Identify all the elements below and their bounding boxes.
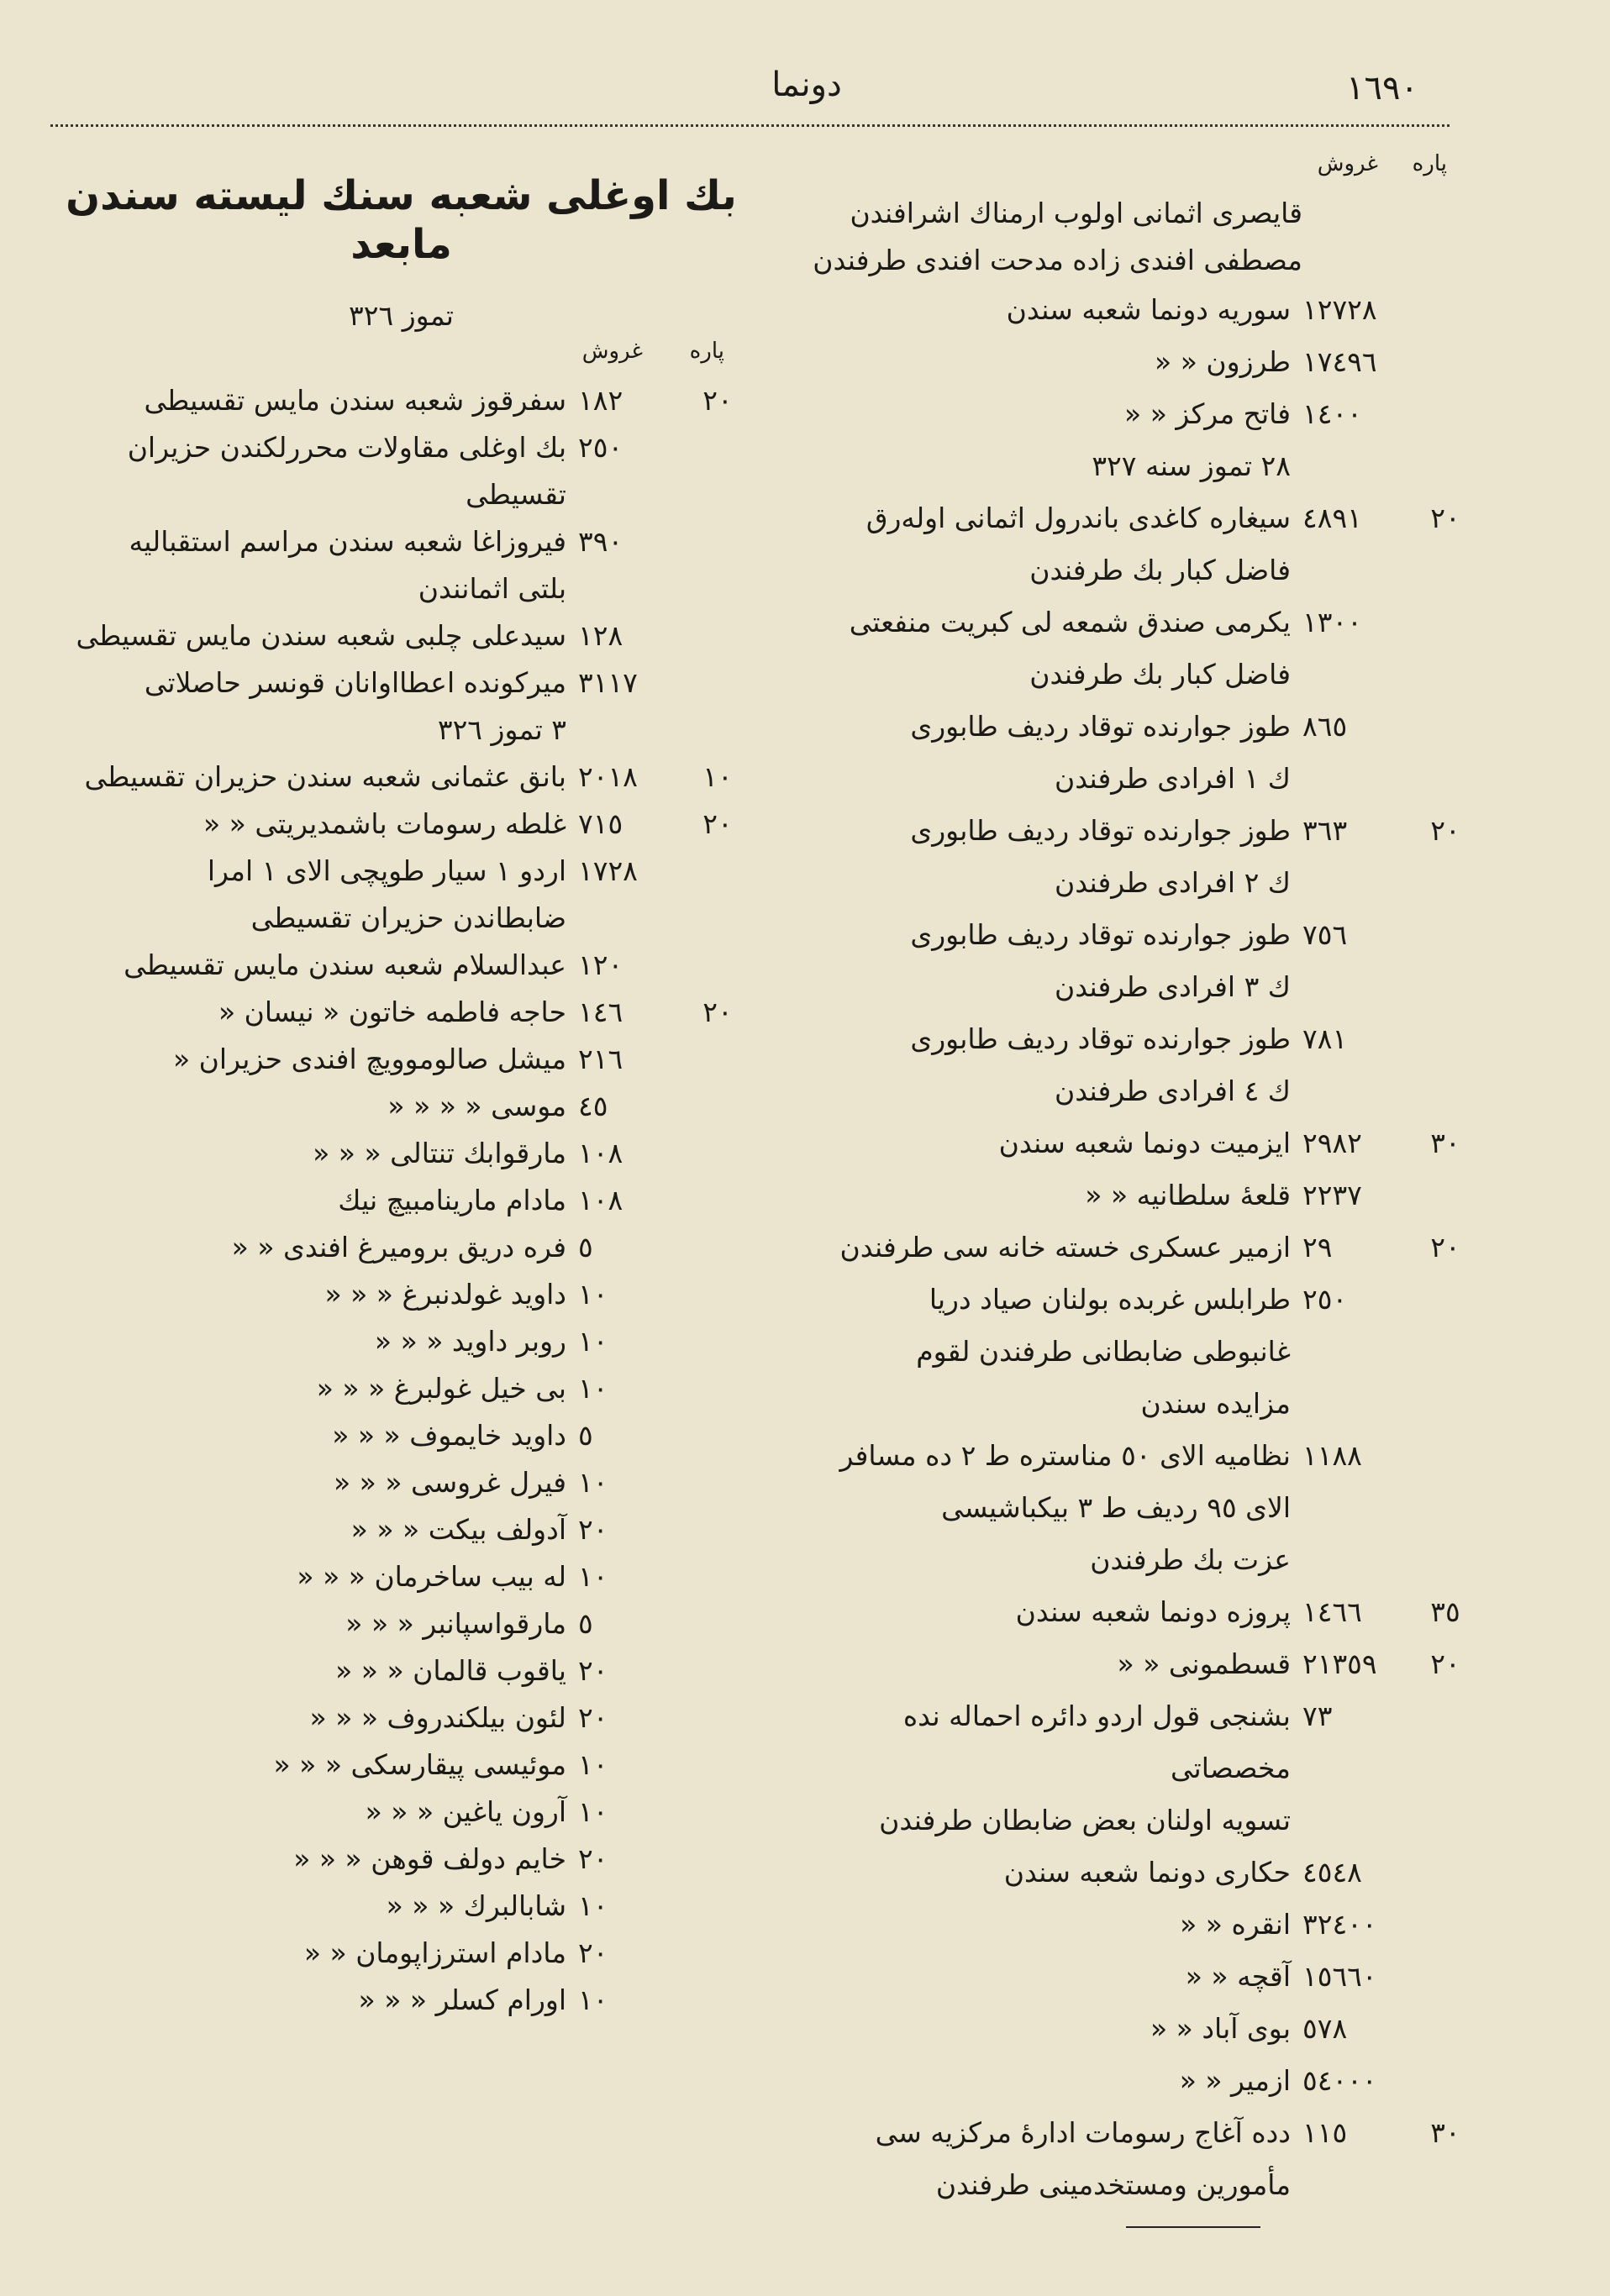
kurus-amount: ١٢٧٢٨ bbox=[1302, 293, 1377, 327]
entry-line: مأمورين ومستخدمينى طرفندن bbox=[935, 2168, 1291, 2202]
donation-entry bbox=[781, 596, 1471, 701]
entry-line: ازمير « « bbox=[1179, 2064, 1291, 2098]
kurus-amount: ٧٨١ bbox=[1302, 1022, 1348, 1056]
entry-line: انقره « « bbox=[1180, 1908, 1291, 1941]
entry-description bbox=[781, 284, 1302, 336]
entry-line: فره دريق بروميرغ افندى « « bbox=[231, 1230, 566, 1264]
entry-line: سيغاره كاغدى باندرول اثمانى اوله‌رق bbox=[866, 502, 1291, 535]
entry-line: بى خيل غولبرغ « « « bbox=[316, 1371, 566, 1405]
para-amount: ٢٠ bbox=[1430, 1647, 1460, 1681]
entry-description bbox=[55, 1365, 578, 1412]
kurus-amount: ٢٠ bbox=[578, 1936, 608, 1969]
donation-entry bbox=[781, 2055, 1471, 2107]
end-rule bbox=[1126, 2226, 1260, 2228]
donation-entry bbox=[55, 754, 748, 801]
entry-line: طوز جوارنده توقاد رديف طابورى bbox=[910, 814, 1291, 848]
kurus-amount: ٥٧٨ bbox=[1302, 2012, 1348, 2046]
entry-line: بك اوغلى مقاولات محررلكندن حزيران bbox=[127, 430, 566, 464]
para-amount: ٢٠ bbox=[702, 995, 733, 1028]
kurus-amount: ١٠ bbox=[578, 1747, 608, 1781]
entry-description bbox=[55, 1977, 578, 2024]
donation-entry bbox=[55, 612, 748, 659]
kurus-amount: ١٧٢٨ bbox=[578, 854, 638, 887]
entry-description bbox=[55, 1836, 578, 1883]
para-unit-label: پاره bbox=[1412, 151, 1447, 176]
entry-line: الاى ٩٥ رديف ط ٣ بيكباشيسى bbox=[941, 1491, 1291, 1525]
kurus-amount: ١٠ bbox=[578, 1559, 608, 1593]
kurus-amount: ١١٥ bbox=[1302, 2116, 1348, 2150]
entry-line: اردو ١ سيار طوپچى الاى ١ امرا bbox=[207, 854, 566, 887]
entry-line: لئون بيلكندروف « « « bbox=[309, 1700, 566, 1734]
entry-line: سفرقوز شعبه سندن مايس تقسيطى bbox=[144, 383, 566, 417]
donation-entry bbox=[55, 1130, 748, 1177]
kurus-amount: ١٢٨ bbox=[578, 618, 623, 652]
kurus-amount: ١٤٠٠ bbox=[1302, 397, 1362, 431]
entry-description bbox=[55, 754, 578, 801]
kurus-amount: ٤٨٩١ bbox=[1302, 502, 1362, 535]
donation-entry bbox=[55, 1036, 748, 1083]
donation-entry bbox=[781, 440, 1471, 492]
entry-line: سوريه دونما شعبه سندن bbox=[1006, 293, 1291, 327]
kurus-amount: ٣٦٣ bbox=[1302, 814, 1348, 848]
donation-entry bbox=[55, 1365, 748, 1412]
entry-line: حكارى دونما شعبه سندن bbox=[1003, 1856, 1291, 1889]
entry-line: طوز جوارنده توقاد رديف طابورى bbox=[910, 710, 1291, 743]
left-column bbox=[55, 172, 748, 2024]
entry-description bbox=[781, 2055, 1302, 2107]
donation-entry bbox=[781, 1013, 1471, 1117]
donation-entry bbox=[781, 1586, 1471, 1638]
entry-description bbox=[781, 1847, 1302, 1899]
entry-line: ك ١ افرادى طرفندن bbox=[1054, 762, 1291, 796]
donation-entry bbox=[55, 424, 748, 518]
entry-description bbox=[781, 2003, 1302, 2055]
donation-entry bbox=[781, 2003, 1471, 2055]
kurus-amount: ١٠ bbox=[578, 1277, 608, 1311]
donation-entry bbox=[781, 1690, 1471, 1847]
donation-entry bbox=[781, 1117, 1471, 1169]
kurus-amount: ٢٩٨٢ bbox=[1302, 1127, 1362, 1160]
entry-line: ضابطاندن حزيران تقسيطى bbox=[250, 901, 566, 934]
entry-line: تقسيطى bbox=[466, 477, 566, 511]
entry-line: ميركونده اعطااوانان قونسر حاصلاتى bbox=[144, 665, 566, 699]
donation-entry bbox=[781, 1274, 1471, 1430]
section-title: بك اوغلى شعبه سنك ليسته سندن مابعد bbox=[66, 172, 737, 268]
entry-description bbox=[781, 440, 1302, 492]
entry-description bbox=[55, 707, 578, 754]
donation-entry bbox=[781, 1430, 1471, 1586]
entry-line: ازمير عسكرى خسته خانه سى طرفندن bbox=[839, 1231, 1291, 1264]
entry-description bbox=[781, 1638, 1302, 1690]
entry-line: دده آغاج رسومات ادارهٔ مركزيه سى bbox=[875, 2116, 1291, 2150]
donation-list bbox=[781, 284, 1471, 2211]
entry-line: روبر داويد « « « bbox=[374, 1324, 566, 1358]
donation-entry bbox=[55, 1647, 748, 1694]
entry-line: ٢٨ تموز سنه ٣٢٧ bbox=[1092, 449, 1291, 483]
kurus-amount: ٢٥٠ bbox=[1302, 1283, 1348, 1316]
donation-entry bbox=[781, 1899, 1471, 1951]
entry-line: ايزميت دونما شعبه سندن bbox=[998, 1127, 1291, 1160]
entry-description bbox=[55, 1271, 578, 1318]
para-amount: ٢٠ bbox=[702, 806, 733, 840]
entry-description bbox=[55, 518, 578, 612]
kurus-amount: ١٣٠٠ bbox=[1302, 606, 1362, 639]
unit-header bbox=[55, 339, 748, 377]
kurus-amount: ٢٢٣٧ bbox=[1302, 1179, 1362, 1212]
entry-line: غانبوطى ضابطانى طرفندن لقوم bbox=[916, 1335, 1291, 1369]
entry-description bbox=[55, 1647, 578, 1694]
page-number: ١٦٩٠ bbox=[1346, 69, 1418, 108]
entry-line: بوى آباد « « bbox=[1150, 2012, 1291, 2046]
kurus-amount: ٤٥ bbox=[578, 1089, 608, 1122]
donation-entry bbox=[55, 1459, 748, 1506]
entry-line: خايم دولف قوهن « « « bbox=[293, 1842, 566, 1875]
para-amount: ٣٠ bbox=[1430, 2116, 1460, 2150]
entry-line: ك ٤ افرادى طرفندن bbox=[1054, 1074, 1291, 1108]
donation-entry bbox=[55, 942, 748, 989]
entry-description bbox=[781, 2107, 1302, 2211]
donation-entry bbox=[781, 909, 1471, 1013]
entry-description bbox=[55, 1930, 578, 1977]
entry-line: مارقوابك تنتالى « « « bbox=[313, 1136, 566, 1169]
kurus-amount: ٢٩ bbox=[1302, 1231, 1333, 1264]
kurus-amount: ١٠ bbox=[578, 1371, 608, 1405]
entry-description bbox=[55, 1789, 578, 1836]
entry-description bbox=[55, 377, 578, 424]
para-amount: ٣٥ bbox=[1430, 1595, 1460, 1629]
entry-description bbox=[781, 909, 1302, 1013]
kurus-amount: ٣١١٧ bbox=[578, 665, 638, 699]
entry-line: مارقواسپانبر « « « bbox=[345, 1606, 566, 1640]
entry-description bbox=[781, 1430, 1302, 1586]
donation-list bbox=[55, 377, 748, 2024]
unit-header bbox=[781, 151, 1471, 190]
entry-line: پروزه دونما شعبه سندن bbox=[1015, 1595, 1291, 1629]
donation-entry bbox=[781, 1169, 1471, 1222]
entry-description bbox=[55, 848, 578, 942]
donation-entry bbox=[55, 707, 748, 754]
kurus-amount: ١٧٤٩٦ bbox=[1302, 345, 1377, 379]
intro-line: مصطفى افندى زاده مدحت افندى طرفندن bbox=[813, 244, 1302, 277]
entry-line: قلعهٔ سلطانيه « « bbox=[1085, 1179, 1291, 1212]
donation-entry bbox=[55, 1506, 748, 1553]
donation-entry bbox=[55, 518, 748, 612]
donation-entry bbox=[781, 1638, 1471, 1690]
entry-line: بشنجى قول اردو دائره احماله نده مخصصاتى bbox=[902, 1700, 1291, 1785]
entry-line: شابالبرك « « « bbox=[386, 1889, 566, 1922]
kurus-amount: ٧٥٦ bbox=[1302, 918, 1348, 952]
donation-entry bbox=[55, 1977, 748, 2024]
entry-line: فيروزاغا شعبه سندن مراسم استقباليه bbox=[129, 524, 566, 558]
donation-entry bbox=[55, 1742, 748, 1789]
entry-line: فاضل كبار بك طرفندن bbox=[1029, 658, 1291, 691]
entry-description bbox=[781, 596, 1302, 701]
entry-line: له بيب ساخرمان « « « bbox=[297, 1559, 566, 1593]
entry-line: بانق عثمانى شعبه سندن حزيران تقسيطى bbox=[84, 759, 566, 793]
intro-text bbox=[781, 190, 1471, 284]
entry-description bbox=[781, 1169, 1302, 1222]
donation-entry bbox=[55, 1789, 748, 1836]
entry-description bbox=[55, 989, 578, 1036]
entry-line: يكرمى صندق شمعه لى كبريت منفعتى bbox=[849, 606, 1291, 639]
entry-description bbox=[55, 1883, 578, 1930]
donation-entry bbox=[55, 801, 748, 848]
kurus-amount: ٢١٦ bbox=[578, 1042, 623, 1075]
donation-entry bbox=[55, 1224, 748, 1271]
donation-entry bbox=[781, 336, 1471, 388]
kurus-amount: ٢٠ bbox=[578, 1842, 608, 1875]
entry-line: داويد غولدنبرغ « « « bbox=[324, 1277, 566, 1311]
donation-entry bbox=[55, 1318, 748, 1365]
entry-line: غلطه رسومات باشمديريتى « « bbox=[203, 806, 566, 840]
donation-entry bbox=[781, 1222, 1471, 1274]
para-amount: ٢٠ bbox=[702, 383, 733, 417]
kurus-amount: ١٠٨ bbox=[578, 1136, 623, 1169]
donation-entry bbox=[55, 1553, 748, 1600]
donation-entry bbox=[781, 805, 1471, 909]
entry-line: طرزون « « bbox=[1155, 345, 1291, 379]
entry-line: فاضل كبار بك طرفندن bbox=[1029, 554, 1291, 587]
entry-line: آدولف بيكت « « « bbox=[350, 1512, 566, 1546]
date-line: تموز ٣٢٦ bbox=[349, 299, 454, 333]
running-head: دونما bbox=[771, 66, 842, 104]
para-amount: ٢٠ bbox=[1430, 1231, 1460, 1264]
para-amount: ٢٠ bbox=[1430, 502, 1460, 535]
entry-line: عزت بك طرفندن bbox=[1090, 1543, 1291, 1577]
kurus-amount: ١٤٦٦ bbox=[1302, 1595, 1362, 1629]
entry-description bbox=[55, 1224, 578, 1271]
donation-entry bbox=[781, 701, 1471, 805]
kurus-amount: ٣٢٤٠٠ bbox=[1302, 1908, 1377, 1941]
kurus-unit-label: غروش bbox=[581, 338, 643, 364]
entry-description bbox=[55, 1318, 578, 1365]
para-unit-label: پاره bbox=[689, 338, 724, 364]
kurus-amount: ١١٨٨ bbox=[1302, 1439, 1362, 1473]
kurus-amount: ١٠ bbox=[578, 1794, 608, 1828]
donation-entry bbox=[55, 1083, 748, 1130]
entry-description bbox=[55, 1694, 578, 1742]
entry-line: ك ٢ افرادى طرفندن bbox=[1054, 866, 1291, 900]
entry-description bbox=[55, 1036, 578, 1083]
kurus-amount: ٢٠١٨ bbox=[578, 759, 638, 793]
entry-line: بلتى اثمانندن bbox=[418, 571, 566, 605]
entry-description bbox=[781, 1586, 1302, 1638]
entry-description bbox=[55, 1600, 578, 1647]
entry-description bbox=[55, 659, 578, 707]
entry-description bbox=[55, 1083, 578, 1130]
donation-entry bbox=[55, 1930, 748, 1977]
donation-entry bbox=[55, 1177, 748, 1224]
donation-entry bbox=[781, 284, 1471, 336]
entry-description bbox=[781, 1274, 1302, 1430]
kurus-amount: ٢٠ bbox=[578, 1512, 608, 1546]
entry-line: مادام مارينامبيچ نيك bbox=[338, 1183, 566, 1216]
entry-line: نظاميه الاى ٥٠ مناستره ط ٢ ده مسافر bbox=[839, 1439, 1291, 1473]
entry-line: اورام كسلر « « « bbox=[358, 1983, 566, 2016]
donation-entry bbox=[55, 1836, 748, 1883]
kurus-amount: ٤٥٤٨ bbox=[1302, 1856, 1362, 1889]
donation-entry bbox=[781, 1847, 1471, 1899]
entry-description bbox=[55, 801, 578, 848]
entry-description bbox=[55, 1412, 578, 1459]
entry-description bbox=[781, 1690, 1302, 1847]
entry-line: ميشل صالوموويچ افندى حزيران « bbox=[173, 1042, 566, 1075]
para-amount: ١٠ bbox=[702, 759, 733, 793]
entry-description bbox=[781, 1013, 1302, 1117]
donation-entry bbox=[55, 659, 748, 707]
kurus-amount: ٧١٥ bbox=[578, 806, 623, 840]
entry-description bbox=[55, 424, 578, 518]
donation-entry bbox=[55, 1600, 748, 1647]
entry-description bbox=[781, 1951, 1302, 2003]
kurus-unit-label: غروش bbox=[1317, 151, 1378, 176]
entry-description bbox=[781, 1222, 1302, 1274]
donation-entry bbox=[55, 1883, 748, 1930]
kurus-amount: ٢٠ bbox=[578, 1653, 608, 1687]
entry-description bbox=[55, 942, 578, 989]
donation-entry bbox=[55, 1694, 748, 1742]
entry-line: سيدعلى چلبى شعبه سندن مايس تقسيطى bbox=[76, 618, 566, 652]
donation-entry bbox=[781, 1951, 1471, 2003]
entry-line: طوز جوارنده توقاد رديف طابورى bbox=[910, 1022, 1291, 1056]
entry-line: ك ٣ افرادى طرفندن bbox=[1054, 970, 1291, 1004]
entry-description bbox=[55, 1553, 578, 1600]
entry-description bbox=[55, 1459, 578, 1506]
kurus-amount: ٥٤٠٠٠ bbox=[1302, 2064, 1377, 2098]
intro-line: قايصرى اثمانى اولوب ارمناك اشرافندن bbox=[850, 197, 1302, 229]
donation-entry bbox=[55, 848, 748, 942]
kurus-amount: ٥ bbox=[578, 1230, 593, 1264]
entry-line: حاجه فاطمه خاتون « نيسان « bbox=[218, 995, 566, 1028]
entry-description bbox=[55, 1506, 578, 1553]
entry-line: مزايده سندن bbox=[1140, 1387, 1291, 1421]
entry-description bbox=[781, 492, 1302, 596]
entry-line: فيرل غروسى « « « bbox=[333, 1465, 566, 1499]
entry-line: قسطمونى « « bbox=[1117, 1647, 1291, 1681]
donation-entry bbox=[781, 492, 1471, 596]
kurus-amount: ٧٣ bbox=[1302, 1700, 1333, 1733]
kurus-amount: ١٠ bbox=[578, 1465, 608, 1499]
donation-entry bbox=[55, 989, 748, 1036]
kurus-amount: ٥ bbox=[578, 1418, 593, 1452]
entry-description bbox=[55, 1130, 578, 1177]
entry-description bbox=[55, 612, 578, 659]
entry-line: ياقوب قالمان « « « bbox=[335, 1653, 566, 1687]
right-column bbox=[781, 151, 1471, 2228]
entry-line: موسى « « « « bbox=[387, 1089, 566, 1122]
donation-entry bbox=[781, 2107, 1471, 2211]
entry-line: آقچه « « bbox=[1185, 1960, 1291, 1994]
kurus-amount: ٢٥٠ bbox=[578, 430, 623, 464]
entry-description bbox=[55, 1742, 578, 1789]
header-rule bbox=[50, 124, 1450, 127]
entry-description bbox=[781, 336, 1302, 388]
entry-description bbox=[781, 805, 1302, 909]
donation-entry bbox=[55, 377, 748, 424]
kurus-amount: ١٠٨ bbox=[578, 1183, 623, 1216]
entry-line: تسويه اولنان بعض ضابطان طرفندن bbox=[879, 1804, 1291, 1837]
kurus-amount: ٥ bbox=[578, 1606, 593, 1640]
kurus-amount: ١٥٦٦٠ bbox=[1302, 1960, 1377, 1994]
entry-line: موئيسى پيقارسكى « « « bbox=[273, 1747, 566, 1781]
kurus-amount: ١٨٢ bbox=[578, 383, 623, 417]
entry-description bbox=[781, 1117, 1302, 1169]
kurus-amount: ٨٦٥ bbox=[1302, 710, 1348, 743]
kurus-amount: ١٢٠ bbox=[578, 948, 623, 981]
entry-line: داويد خايموف « « « bbox=[332, 1418, 566, 1452]
entry-line: مادام استرزاپومان « « bbox=[303, 1936, 566, 1969]
entry-line: طوز جوارنده توقاد رديف طابورى bbox=[910, 918, 1291, 952]
donation-entry bbox=[55, 1412, 748, 1459]
kurus-amount: ١٠ bbox=[578, 1983, 608, 2016]
donation-entry bbox=[781, 388, 1471, 440]
kurus-amount: ١٠ bbox=[578, 1324, 608, 1358]
entry-description bbox=[781, 1899, 1302, 1951]
para-amount: ٣٠ bbox=[1430, 1127, 1460, 1160]
kurus-amount: ٢١٣٥٩ bbox=[1302, 1647, 1377, 1681]
entry-line: عبدالسلام شعبه سندن مايس تقسيطى bbox=[124, 948, 566, 981]
kurus-amount: ١٠ bbox=[578, 1889, 608, 1922]
entry-line: ٣ تموز ٣٢٦ bbox=[437, 712, 566, 746]
entry-line: طرابلس غربده بولنان صياد دريا bbox=[929, 1283, 1291, 1316]
kurus-amount: ٣٩٠ bbox=[578, 524, 623, 558]
para-amount: ٢٠ bbox=[1430, 814, 1460, 848]
entry-description bbox=[55, 1177, 578, 1224]
entry-line: فاتح مركز « « bbox=[1124, 397, 1291, 431]
entry-description bbox=[781, 388, 1302, 440]
entry-description bbox=[781, 701, 1302, 805]
donation-entry bbox=[55, 1271, 748, 1318]
kurus-amount: ٢٠ bbox=[578, 1700, 608, 1734]
entry-line: آرون ياغين « « « bbox=[365, 1794, 566, 1828]
kurus-amount: ١٤٦ bbox=[578, 995, 623, 1028]
